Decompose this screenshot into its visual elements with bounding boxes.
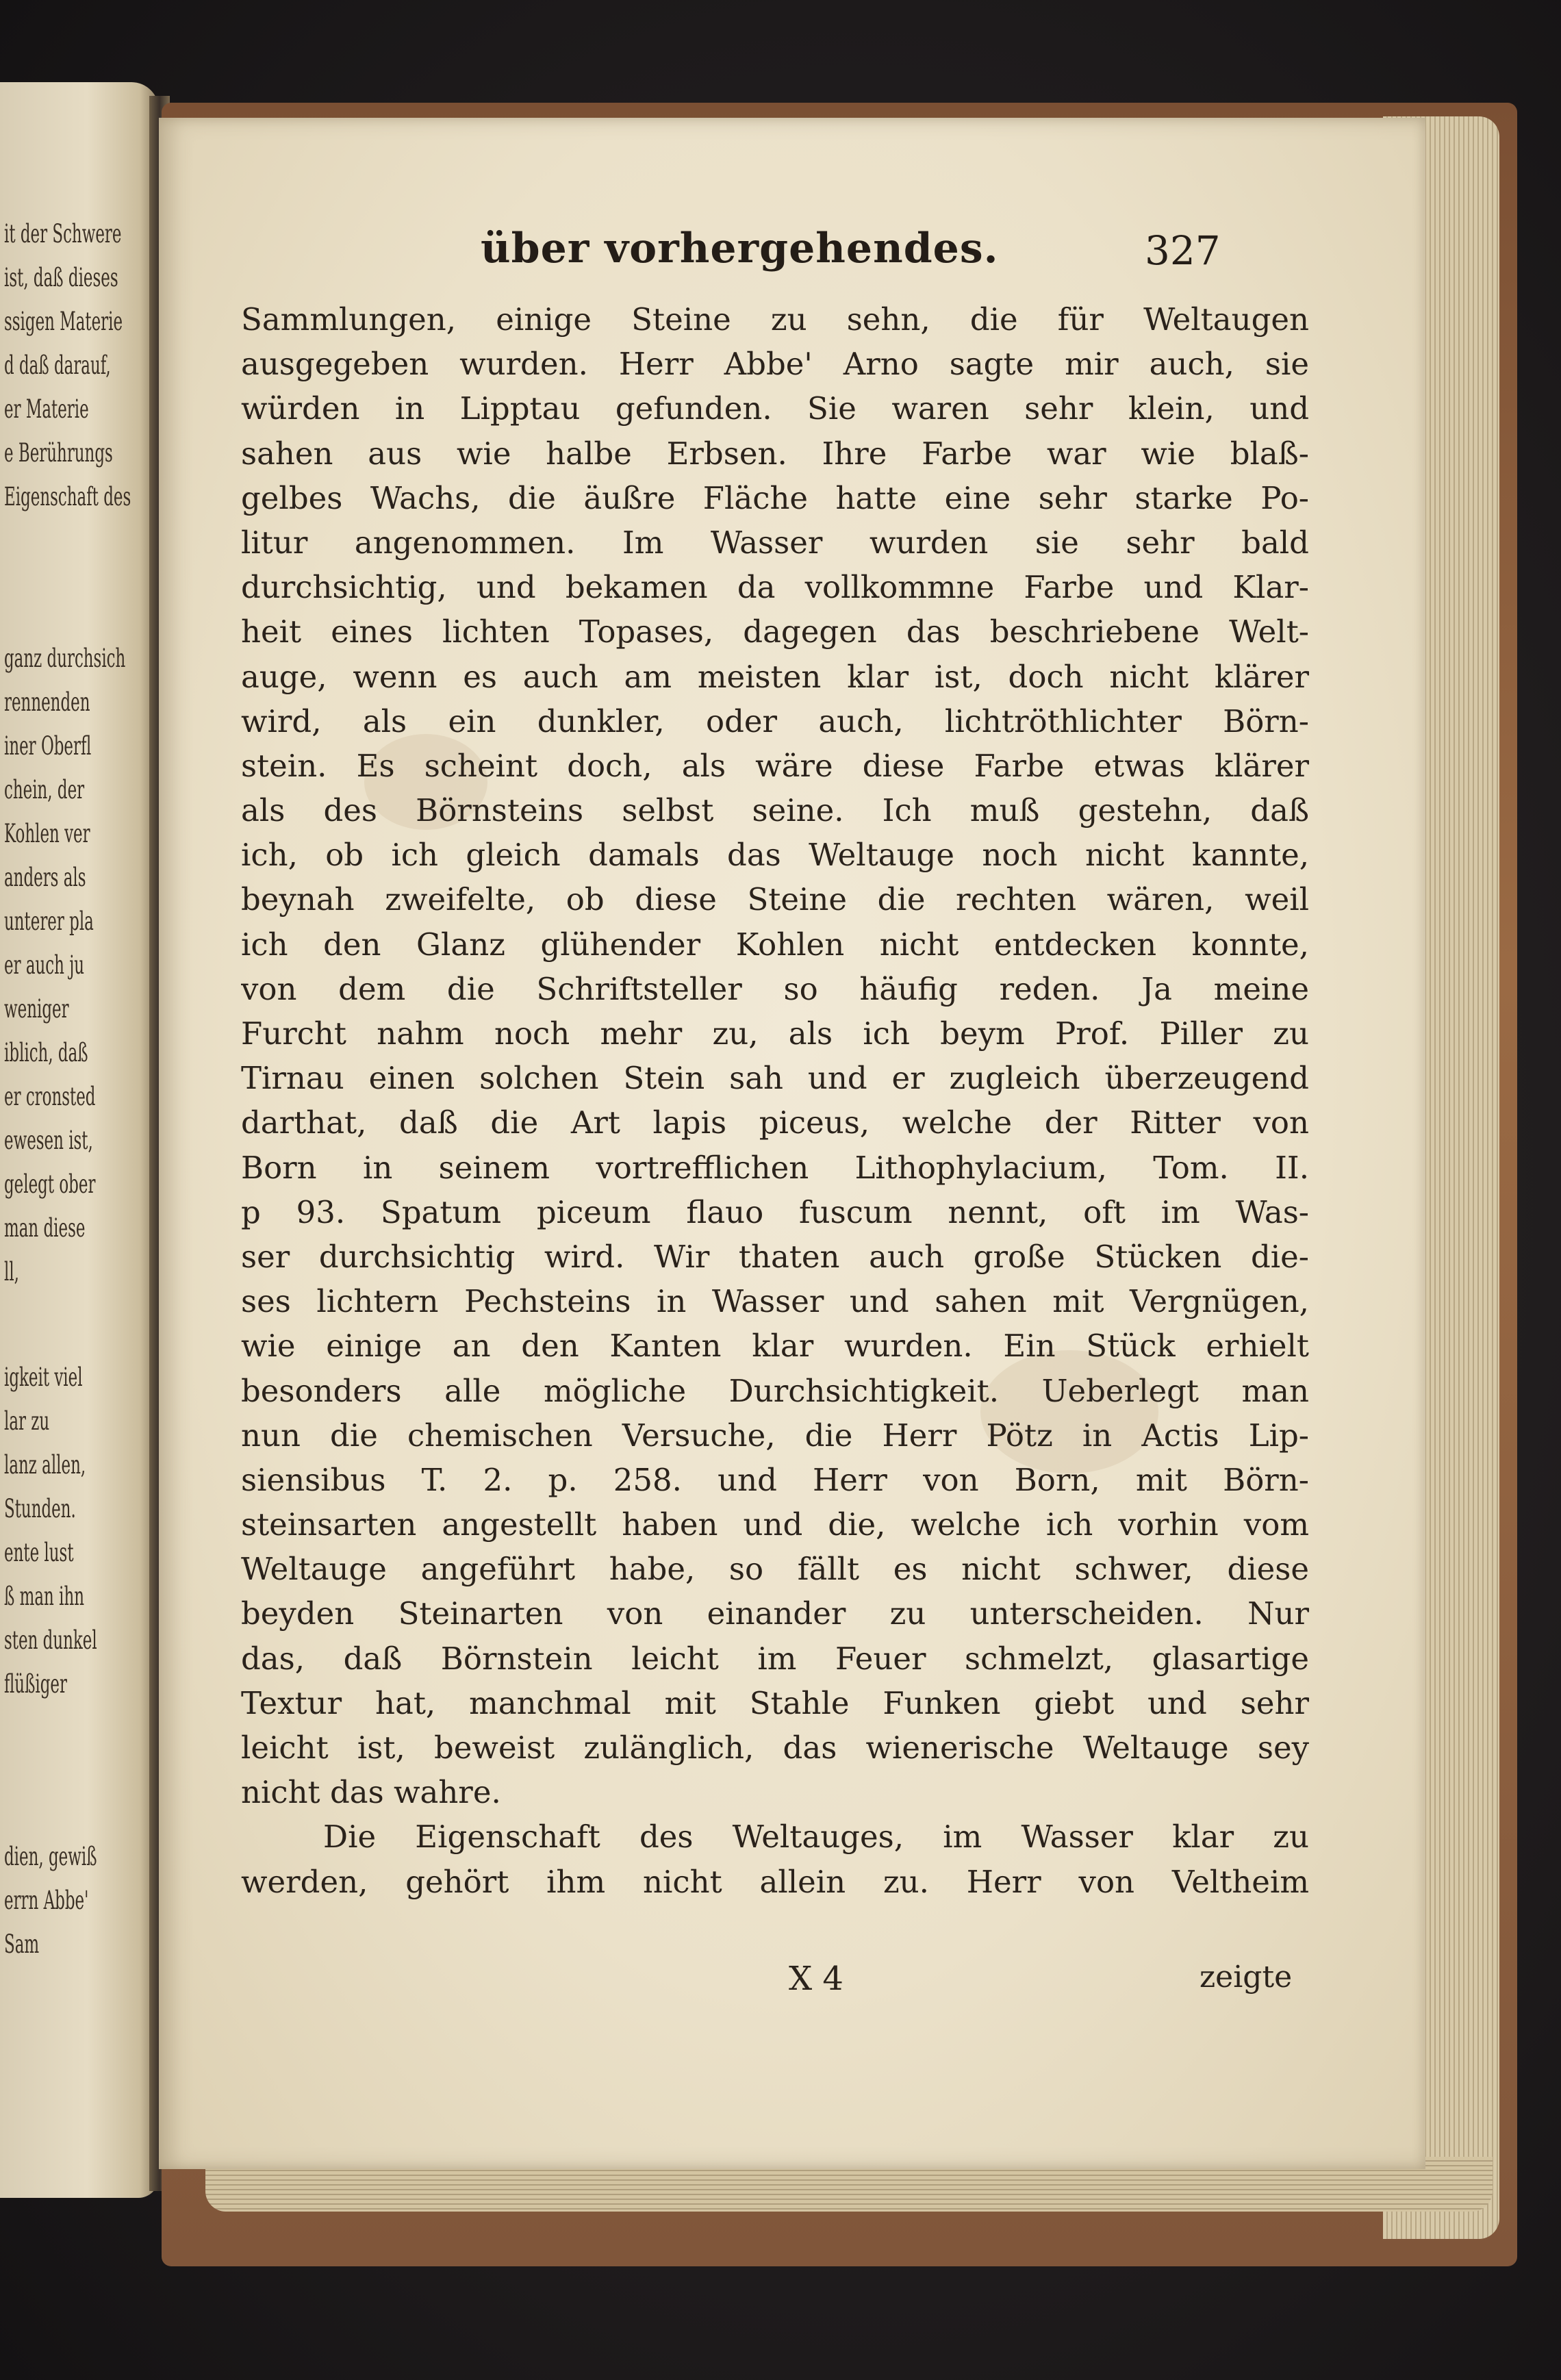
text-line: litur angenommen. Im Wasser wurden sie sehr bald — [241, 524, 1309, 561]
facing-page-text-fragment: er auch ju — [4, 950, 85, 980]
facing-page-text-fragment: chein, der — [4, 775, 85, 805]
text-line: gelbes Wachs, die äußre Fläche hatte eine sehr starke Po- — [241, 479, 1309, 516]
signature-mark: X 4 — [789, 1960, 843, 1998]
text-line: besonders alle mögliche Durchsichtigkeit. Ueberlegt man — [241, 1372, 1309, 1409]
text-line: Textur hat, manchmal mit Stahle Funken giebt und sehr — [241, 1684, 1309, 1721]
text-line: beynah zweifelte, ob diese Steine die rechten wären, weil — [241, 881, 1309, 918]
catchword: zeigte — [1200, 1960, 1293, 1995]
text-line: p 93. Spatum piceum flauo fuscum nennt, oft im Was- — [241, 1193, 1309, 1230]
text-line: Die Eigenschaft des Weltauges, im Wasser klar zu — [323, 1819, 1309, 1856]
text-line: auge, wenn es auch am meisten klar ist, doch nicht klärer — [241, 658, 1309, 695]
text-line: Sammlungen, einige Steine zu sehn, die für Weltaugen — [241, 301, 1309, 338]
facing-page-text-fragment: er cronsted — [4, 1082, 96, 1111]
text-line: ich, ob ich gleich damals das Weltauge noch nicht kannte, — [241, 837, 1309, 874]
text-line: als des Börnsteins selbst seine. Ich muß gestehn, daß — [241, 792, 1309, 829]
text-line: wie einige an den Kanten klar wurden. Ein Stück erhielt — [241, 1328, 1309, 1365]
text-line: würden in Lipptau gefunden. Sie waren sehr klein, und — [241, 390, 1309, 427]
facing-page-text-fragment: e Berührungs — [4, 438, 113, 468]
facing-page-text-fragment: d daß darauf, — [4, 351, 111, 380]
text-line: sahen aus wie halbe Erbsen. Ihre Farbe war wie blaß- — [241, 435, 1309, 472]
facing-page-text-fragment: Kohlen ver — [4, 819, 90, 848]
text-line: leicht ist, beweist zulänglich, das wienerische Weltauge sey — [241, 1730, 1309, 1766]
facing-page-text-fragment: Sam — [4, 1929, 40, 1959]
facing-page-text-fragment: er Materie — [4, 394, 89, 424]
text-line: steinsarten angestellt haben und die, welche ich vorhin vom — [241, 1506, 1309, 1543]
facing-page-text-fragment: weniger — [4, 994, 69, 1024]
facing-page-text-fragment: dien, gewiß — [4, 1842, 97, 1871]
text-line: werden, gehört ihm nicht allein zu. Herr von Veltheim — [241, 1863, 1309, 1900]
facing-page-text-fragment: Eigenschaft des — [4, 482, 131, 511]
text-line: beyden Steinarten von einander zu unterscheiden. Nur — [241, 1595, 1309, 1632]
text-line: siensibus T. 2. p. 258. und Herr von Born, mit Börn- — [241, 1461, 1309, 1498]
text-line: ser durchsichtig wird. Wir thaten auch große Stücken die- — [241, 1238, 1309, 1275]
text-line: ausgegeben wurden. Herr Abbe' Arno sagte mir auch, sie — [241, 346, 1309, 383]
facing-page-text-fragment: sten dunkel — [4, 1625, 97, 1655]
text-line: heit eines lichten Topases, dagegen das beschriebene Welt- — [241, 613, 1309, 650]
page-number: 327 — [1145, 227, 1221, 274]
facing-page-text-fragment: lar zu — [4, 1406, 50, 1436]
text-line: darthat, daß die Art lapis piceus, welche der Ritter von — [241, 1104, 1309, 1141]
text-line: stein. Es scheint doch, als wäre diese Farbe etwas klärer — [241, 747, 1309, 784]
facing-page-text-fragment: ß man ihn — [4, 1582, 85, 1611]
facing-page-text-fragment: iner Oberfl — [4, 731, 92, 761]
text-line: Born in seinem vortrefflichen Lithophylacium, Tom. II. — [241, 1149, 1309, 1186]
facing-page-text-fragment: ewesen ist, — [4, 1126, 93, 1155]
facing-page-text-fragment: ente lust — [4, 1538, 74, 1567]
facing-page-text-fragment: iblich, daß — [4, 1038, 88, 1067]
facing-page-text-fragment: man diese — [4, 1213, 86, 1243]
text-line: Tirnau einen solchen Stein sah und er zugleich überzeugend — [241, 1060, 1309, 1097]
text-line: nicht das wahre. — [241, 1774, 501, 1811]
text-line: Furcht nahm noch mehr zu, als ich beym Prof. Piller zu — [241, 1015, 1309, 1052]
text-line: ses lichtern Pechsteins in Wasser und sahen mit Vergnügen, — [241, 1283, 1309, 1320]
facing-page-text-fragment: Stunden. — [4, 1494, 76, 1523]
facing-page-text-fragment: lanz allen, — [4, 1450, 86, 1480]
text-line: durchsichtig, und bekamen da vollkommne Farbe und Klar- — [241, 569, 1309, 606]
facing-page-text-fragment: ssigen Materie — [4, 307, 123, 336]
book-page — [159, 118, 1425, 2169]
running-head: über vorhergehendes. — [481, 225, 999, 273]
facing-page-text-fragment: ll, — [4, 1257, 19, 1287]
text-line: nun die chemischen Versuche, die Herr Pötz in Actis Lip- — [241, 1417, 1309, 1454]
text-line: wird, als ein dunkler, oder auch, lichtröthlichter Börn- — [241, 702, 1309, 739]
text-line: Weltauge angeführt habe, so fällt es nicht schwer, diese — [241, 1551, 1309, 1588]
facing-page-left — [0, 82, 159, 2198]
text-line: ich den Glanz glühender Kohlen nicht entdecken konnte, — [241, 926, 1309, 963]
facing-page-text-fragment: ganz durchsich — [4, 644, 126, 673]
body-text — [241, 297, 1309, 1904]
text-line: das, daß Börnstein leicht im Feuer schmelzt, glasartige — [241, 1640, 1309, 1677]
facing-page-text-fragment: it der Schwere — [4, 219, 122, 249]
text-line: von dem die Schriftsteller so häufig reden. Ja meine — [241, 970, 1309, 1007]
facing-page-text-fragment: unterer pla — [4, 907, 94, 936]
facing-page-text-fragment: errn Abbe' — [4, 1886, 89, 1915]
facing-page-text-fragment: igkeit viel — [4, 1363, 83, 1392]
facing-page-text-fragment: rennenden — [4, 687, 90, 717]
facing-page-text-fragment: ist, daß dieses — [4, 263, 118, 292]
facing-page-text-fragment: anders als — [4, 863, 86, 892]
page-footer — [241, 1960, 1309, 2008]
facing-page-text-fragment: gelegt ober — [4, 1169, 96, 1199]
facing-page-text-fragment: flüßiger — [4, 1669, 67, 1699]
